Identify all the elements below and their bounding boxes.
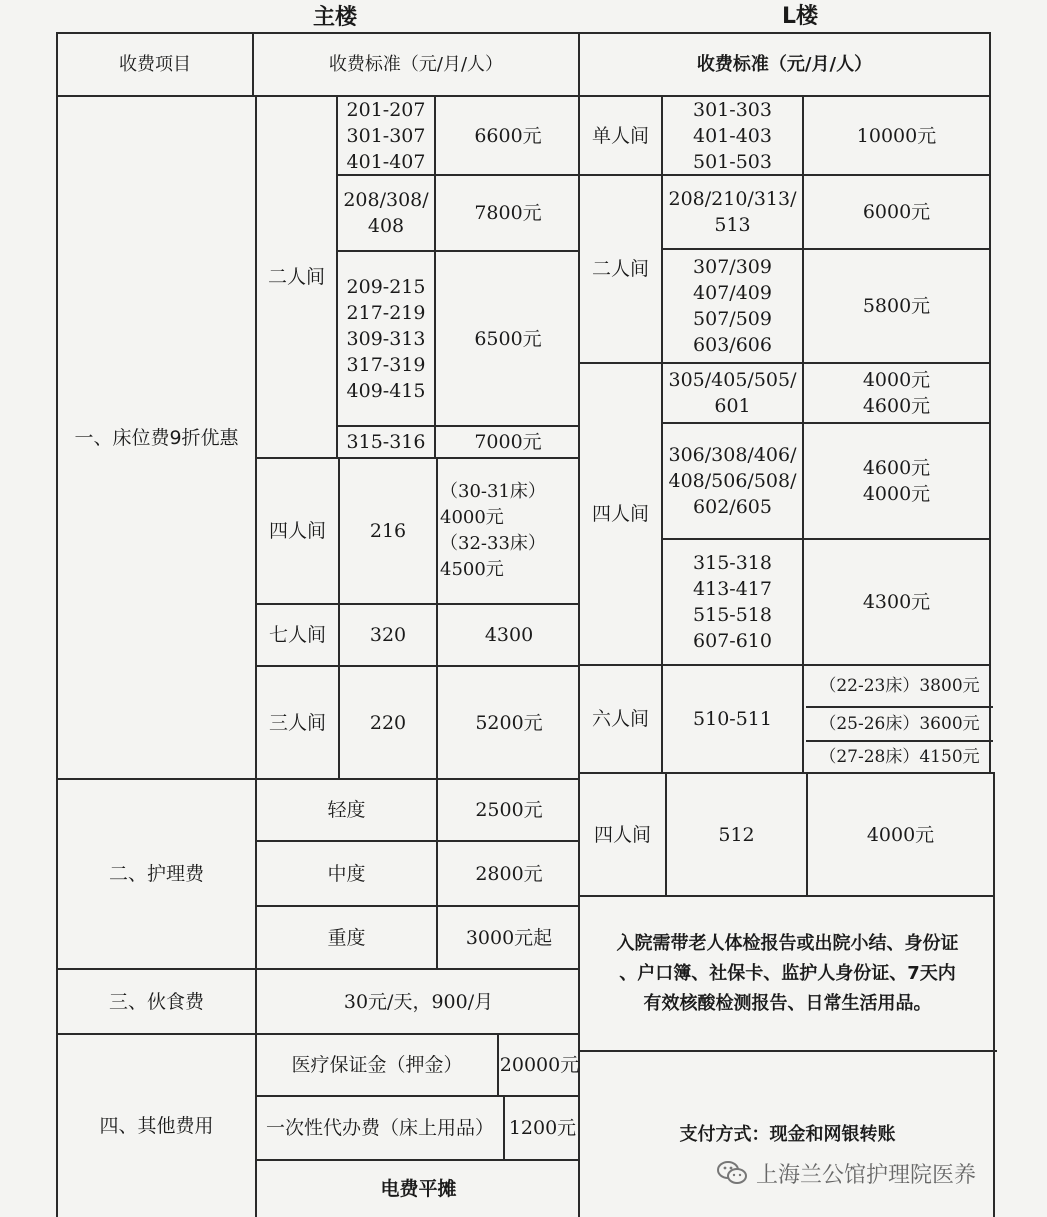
l-four-price-2: 4600元 4000元 bbox=[862, 457, 931, 505]
main-seven-price: 4300 bbox=[484, 624, 534, 646]
l-six-price-1: （22-23床）3800元 bbox=[819, 676, 980, 696]
l-six-price-2: （25-26床）3600元 bbox=[819, 714, 980, 734]
l-four2-room-label: 四人间 bbox=[593, 823, 651, 846]
main-seven-room-label: 七人间 bbox=[268, 624, 326, 646]
section-care-fee: 二、护理费 bbox=[108, 863, 204, 885]
main-double-price-4: 7000元 bbox=[474, 431, 542, 453]
l-four-rooms-1: 305/405/505/ 601 bbox=[668, 369, 797, 417]
section-meal-fee: 三、伙食费 bbox=[108, 990, 204, 1013]
l-six-rooms: 510-511 bbox=[693, 708, 772, 730]
wechat-icon bbox=[716, 1159, 748, 1187]
main-double-rooms-3: 209-215 217-219 309-313 317-319 409-415 bbox=[346, 275, 426, 402]
main-double-rooms-4: 315-316 bbox=[346, 431, 426, 453]
l-six-room-label: 六人间 bbox=[591, 708, 649, 730]
l-four-rooms-2: 306/308/406/ 408/506/508/ 602/605 bbox=[668, 444, 797, 518]
main-four-price: （30-31床） 4000元 （32-33床） 4500元 bbox=[440, 481, 546, 580]
main-double-room-label: 二人间 bbox=[267, 266, 325, 288]
care-price-light: 2500元 bbox=[475, 799, 543, 821]
l-double-price-1: 6000元 bbox=[862, 201, 931, 223]
l-four2-price: 4000元 bbox=[866, 823, 935, 846]
watermark bbox=[716, 1155, 1036, 1191]
care-level-light: 轻度 bbox=[327, 799, 366, 821]
other-deposit-name: 医疗保证金（押金） bbox=[291, 1054, 463, 1076]
admission-requirements-note: 入院需带老人体检报告或出院小结、身份证 、户口簿、社保卡、监护人身份证、7天内 有效核酸检测报告、日常生活用品。 bbox=[616, 932, 959, 1014]
care-level-medium: 中度 bbox=[327, 862, 366, 885]
l-four-price-3: 4300元 bbox=[862, 591, 931, 613]
l-double-price-2: 5800元 bbox=[862, 295, 931, 317]
main-double-rooms-2: 208/308/ 408 bbox=[343, 189, 429, 237]
main-double-price-1: 6600元 bbox=[474, 124, 542, 147]
main-four-room-label: 四人间 bbox=[268, 520, 326, 542]
other-bedding-price: 1200元 bbox=[508, 1117, 577, 1139]
main-double-price-2: 7800元 bbox=[474, 202, 542, 224]
l-double-rooms-2: 307/309 407/409 507/509 603/606 bbox=[693, 256, 772, 356]
l-single-price: 10000元 bbox=[856, 124, 937, 147]
header-standard-l: 收费标准（元/月/人） bbox=[696, 53, 873, 75]
care-price-heavy: 3000元起 bbox=[465, 926, 553, 949]
l-four-price-1: 4000元 4600元 bbox=[862, 369, 931, 417]
other-deposit-price: 20000元 bbox=[499, 1054, 580, 1076]
meal-price: 30元/天，900/月 bbox=[343, 990, 494, 1013]
main-building-caption: 主楼 bbox=[312, 4, 357, 30]
main-three-price: 5200元 bbox=[475, 711, 543, 734]
section-bed-fee: 一、床位费9折优惠 bbox=[74, 426, 239, 449]
care-price-medium: 2800元 bbox=[475, 862, 543, 885]
care-level-heavy: 重度 bbox=[327, 926, 366, 949]
main-three-room-label: 三人间 bbox=[268, 711, 326, 734]
main-three-rooms: 220 bbox=[369, 711, 407, 734]
header-item: 收费项目 bbox=[119, 53, 191, 75]
main-double-price-3: 6500元 bbox=[474, 327, 542, 350]
l-building-caption: L楼 bbox=[781, 4, 819, 29]
l-single-rooms: 301-303 401-403 501-503 bbox=[693, 98, 772, 173]
l-four2-rooms: 512 bbox=[718, 823, 755, 846]
watermark-text: 上海兰公馆护理院医养 bbox=[756, 1162, 977, 1188]
other-bedding-name: 一次性代办费（床上用品） bbox=[265, 1117, 494, 1139]
l-six-price-3: （27-28床）4150元 bbox=[819, 747, 980, 767]
l-four-room-label: 四人间 bbox=[591, 503, 649, 525]
main-four-rooms: 216 bbox=[369, 520, 407, 542]
l-double-rooms-1: 208/210/313/ 513 bbox=[668, 188, 797, 236]
l-single-room-label: 单人间 bbox=[591, 124, 649, 147]
header-standard-main: 收费标准（元/月/人） bbox=[328, 53, 504, 75]
payment-method: 支付方式：现金和网银转账 bbox=[679, 1124, 896, 1145]
l-four-rooms-3: 315-318 413-417 515-518 607-610 bbox=[693, 552, 772, 652]
main-double-rooms-1: 201-207 301-307 401-407 bbox=[346, 98, 426, 173]
l-double-room-label: 二人间 bbox=[591, 258, 649, 280]
main-seven-rooms: 320 bbox=[369, 624, 407, 646]
other-electric: 电费平摊 bbox=[380, 1178, 457, 1200]
section-other-fee: 四、其他费用 bbox=[99, 1115, 214, 1137]
